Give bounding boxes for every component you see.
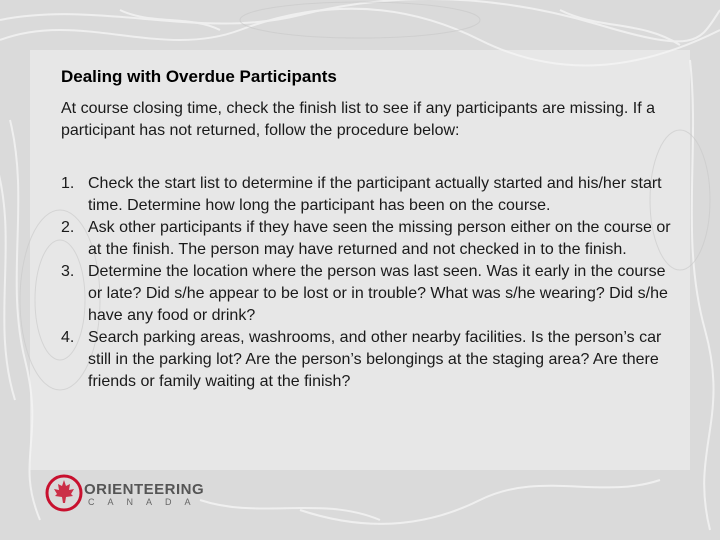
list-item-number: 1. [61,175,75,192]
list-item-text: Ask other participants if they have seen the missing person either on the course or at the finish. The person may have returned and not checked in to the finish. [88,219,671,258]
list-item-number: 2. [61,219,75,236]
orienteering-canada-logo [44,470,205,516]
procedure-list [61,173,671,393]
list-item-number: 3. [61,263,75,280]
list-item-text: Determine the location where the person was last seen. Was it early in the course or late? Did s/he appear to be lost or in trouble? What was s/he wearing? Did s/he have any food or drink? [88,263,668,324]
slide-title: Dealing with Overdue Participants [61,67,337,86]
list-item-text: Search parking areas, washrooms, and other nearby facilities. Is the person’s car still in the parking lot? Are the person’s belongings at the staging area? Are there friends or family waiting at the finish? [88,329,662,390]
logo-wordmark: ORIENTEERING [84,481,205,498]
list-item [61,327,671,393]
list-item [61,173,671,217]
logo-subtext: CANADA [88,497,204,507]
list-item-text: Check the start list to determine if the participant actually started and his/her start time. Determine how long the participant has been on the course. [88,175,662,214]
maple-leaf-icon [44,470,84,516]
intro-paragraph: At course closing time, check the finish list to see if any participants are missing. If a participant has not returned, follow the procedure below: [61,100,656,139]
list-item [61,217,671,261]
list-item-number: 4. [61,329,75,346]
list-item [61,261,671,327]
